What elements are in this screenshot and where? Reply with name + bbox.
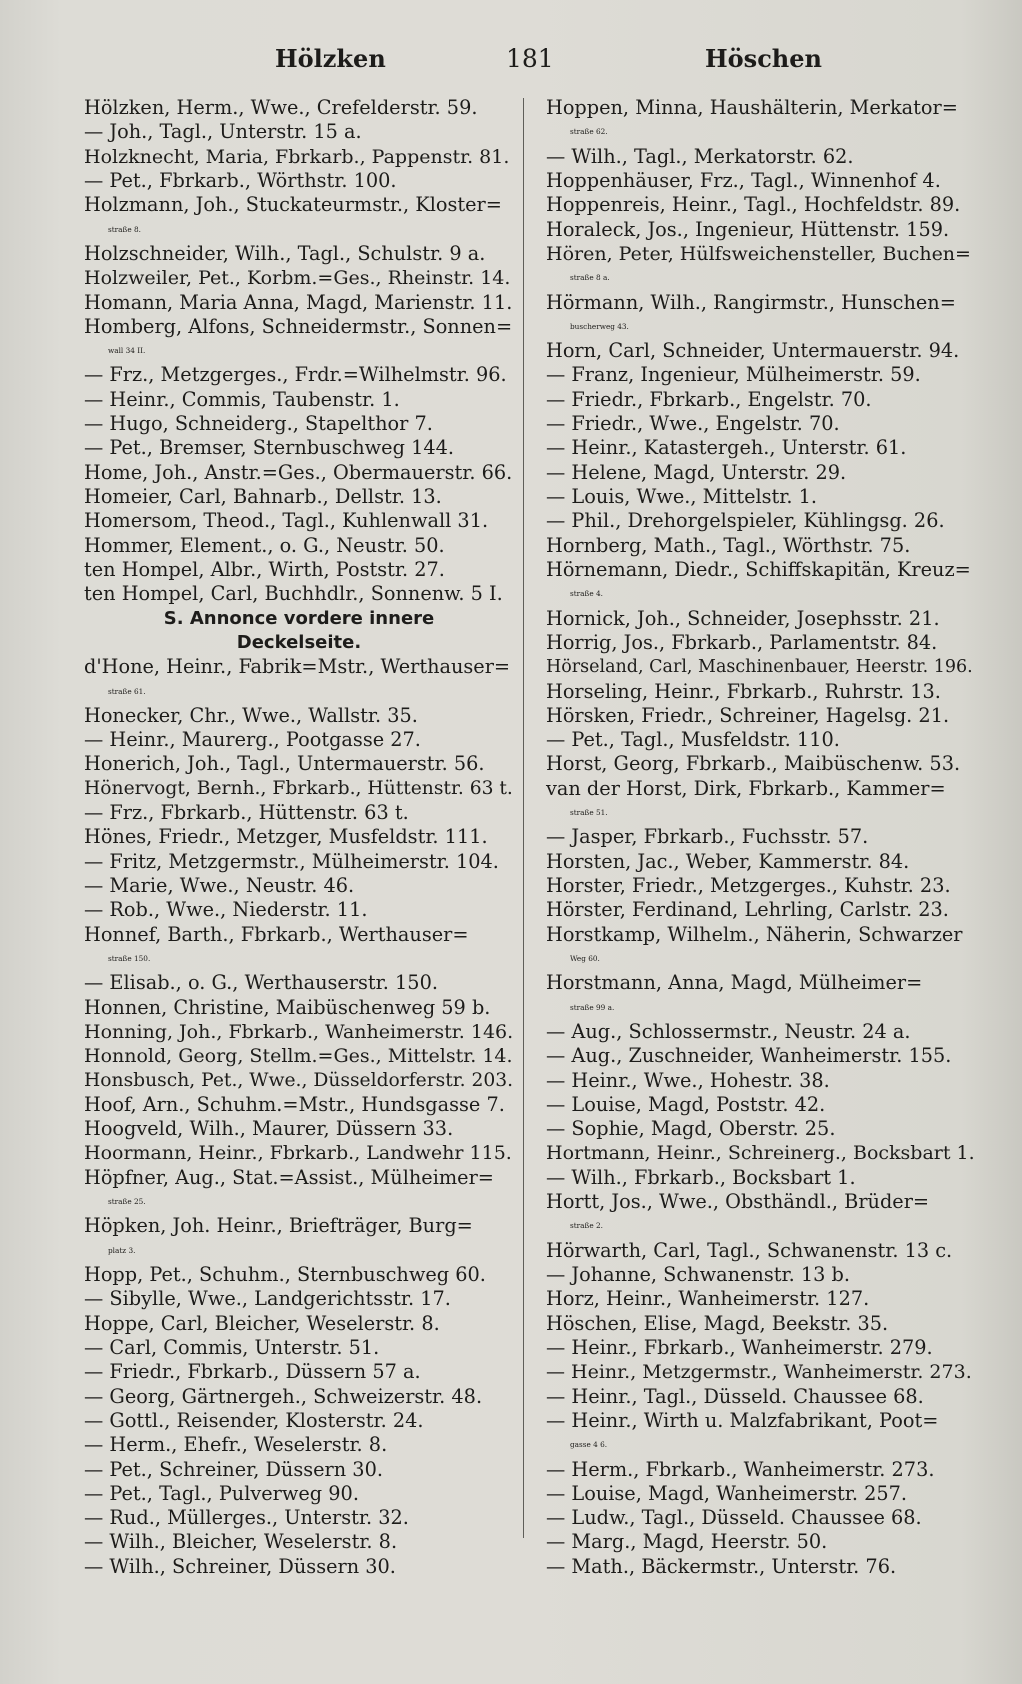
directory-entry: Hörsken, Friedr., Schreiner, Hagelsg. 21. xyxy=(546,703,950,727)
directory-entry: Honnold, Georg, Stellm.=Ges., Mittelstr. 14. xyxy=(84,1045,513,1068)
left-column xyxy=(84,96,514,1579)
directory-entry: — Aug., Schlossermstr., Neustr. 24 a. xyxy=(546,1019,911,1043)
directory-entry: — Phil., Drehorgelspieler, Kühlingsg. 26. xyxy=(546,509,945,533)
directory-entry: Horsten, Jac., Weber, Kammerstr. 84. xyxy=(546,849,910,873)
directory-entry: Hönes, Friedr., Metzger, Musfeldstr. 111. xyxy=(84,825,488,849)
directory-entry: Horstmann, Anna, Magd, Mülheimer= xyxy=(546,971,923,995)
directory-entry: Honecker, Chr., Wwe., Wallstr. 35. xyxy=(84,703,418,727)
directory-entry: — Georg, Gärtnergeh., Schweizerstr. 48. xyxy=(84,1384,483,1408)
directory-entry: Homersom, Theod., Tagl., Kuhlenwall 31. xyxy=(84,509,489,533)
directory-entry: — Joh., Tagl., Unterstr. 15 a. xyxy=(84,120,362,144)
directory-entry: — Sibylle, Wwe., Landgerichtsstr. 17. xyxy=(84,1287,451,1311)
directory-entry: Höpken, Joh. Heinr., Briefträger, Burg= xyxy=(84,1214,473,1238)
directory-entry: Hommer, Element., o. G., Neustr. 50. xyxy=(84,533,445,557)
directory-entry: Holzmann, Joh., Stuckateurmstr., Kloster= xyxy=(84,193,502,217)
entry-continuation: straße 2. xyxy=(570,1221,603,1231)
directory-entry: Hölzken, Herm., Wwe., Crefelderstr. 59. xyxy=(84,96,478,119)
entry-continuation: straße 62. xyxy=(570,127,608,137)
directory-entry: — Carl, Commis, Unterstr. 51. xyxy=(84,1335,380,1359)
directory-entry: Horst, Georg, Fbrkarb., Maibüschenw. 53. xyxy=(546,752,961,776)
directory-entry: Honerich, Joh., Tagl., Untermauerstr. 56. xyxy=(84,752,485,776)
directory-entry: — Wilh., Bleicher, Weselerstr. 8. xyxy=(84,1530,398,1554)
directory-entry: Honning, Joh., Fbrkarb., Wanheimerstr. 146. xyxy=(84,1020,514,1043)
directory-entry: — Heinr., Fbrkarb., Wanheimerstr. 279. xyxy=(546,1335,933,1359)
running-head-right: Höschen xyxy=(705,44,822,73)
directory-entry: Hönervogt, Bernh., Fbrkarb., Hüttenstr. 63 t. xyxy=(84,777,513,799)
page-header xyxy=(80,44,980,80)
entry-continuation: straße 51. xyxy=(570,808,608,818)
directory-entry: Horseling, Heinr., Fbrkarb., Ruhrstr. 13. xyxy=(546,679,941,703)
entry-continuation: gasse 4 6. xyxy=(570,1440,608,1450)
column-divider xyxy=(523,98,524,1538)
directory-entry: Hörmann, Wilh., Rangirmstr., Hunschen= xyxy=(546,290,956,314)
directory-entry: Hoppen, Minna, Haushälterin, Merkator= xyxy=(546,96,958,119)
directory-entry: — Heinr., Wirth u. Malzfabrikant, Poot= xyxy=(546,1408,939,1432)
directory-entry: — Aug., Zuschneider, Wanheimerstr. 155. xyxy=(546,1044,952,1068)
directory-entry: — Ludw., Tagl., Düsseld. Chaussee 68. xyxy=(546,1506,922,1530)
directory-entry: — Heinr., Katastergeh., Unterstr. 61. xyxy=(546,436,907,460)
entry-continuation: platz 3. xyxy=(108,1245,136,1255)
directory-entry: — Helene, Magd, Unterstr. 29. xyxy=(546,460,847,484)
directory-entry: d'Hone, Heinr., Fabrik=Mstr., Werthauser= xyxy=(84,655,511,679)
directory-entry: — Herm., Ehefr., Weselerstr. 8. xyxy=(84,1433,388,1457)
directory-entry: — Jasper, Fbrkarb., Fuchsstr. 57. xyxy=(546,825,869,849)
directory-entry: — Math., Bäckermstr., Unterstr. 76. xyxy=(546,1554,897,1578)
directory-entry: Holzknecht, Maria, Fbrkarb., Pappenstr. 81. xyxy=(84,145,510,168)
entry-continuation: wall 34 II. xyxy=(108,346,146,356)
entry-continuation: straße 4. xyxy=(570,589,603,599)
directory-entry: Horster, Friedr., Metzgerges., Kuhstr. 23. xyxy=(546,874,951,897)
directory-entry: Hörwarth, Carl, Tagl., Schwanenstr. 13 c. xyxy=(546,1238,953,1262)
directory-entry: — Pet., Schreiner, Düssern 30. xyxy=(84,1457,383,1481)
directory-entry: — Louise, Magd, Wanheimerstr. 257. xyxy=(546,1481,908,1505)
directory-entry: — Friedr., Fbrkarb., Engelstr. 70. xyxy=(546,387,872,411)
directory-entry: Holzweiler, Pet., Korbm.=Ges., Rheinstr. 14. xyxy=(84,267,511,290)
directory-entry: — Friedr., Wwe., Engelstr. 70. xyxy=(546,412,840,436)
directory-entry: — Heinr., Metzgermstr., Wanheimerstr. 273. xyxy=(546,1361,972,1384)
directory-entry: Hoof, Arn., Schuhm.=Mstr., Hundsgasse 7. xyxy=(84,1092,505,1116)
directory-entry: — Pet., Tagl., Musfeldstr. 110. xyxy=(546,728,840,752)
directory-entry: Home, Joh., Anstr.=Ges., Obermauerstr. 66. xyxy=(84,460,513,484)
directory-entry: Hoormann, Heinr., Fbrkarb., Landwehr 115. xyxy=(84,1142,512,1165)
directory-entry: — Wilh., Schreiner, Düssern 30. xyxy=(84,1554,396,1578)
directory-entry: Hortmann, Heinr., Schreinerg., Bocksbart 1. xyxy=(546,1142,975,1165)
directory-entry: Horz, Heinr., Wanheimerstr. 127. xyxy=(546,1287,870,1311)
entry-continuation: straße 99 a. xyxy=(570,1002,615,1012)
directory-entry: — Friedr., Fbrkarb., Düssern 57 a. xyxy=(84,1360,421,1384)
directory-entry: — Wilh., Fbrkarb., Bocksbart 1. xyxy=(546,1165,856,1189)
annonce-line: Deckelseite. xyxy=(236,631,362,653)
directory-entry: Horstkamp, Wilhelm., Näherin, Schwarzer xyxy=(546,922,963,946)
directory-entry: Hornick, Joh., Schneider, Josephsstr. 21. xyxy=(546,606,940,630)
directory-entry: Horaleck, Jos., Ingenieur, Hüttenstr. 159. xyxy=(546,217,950,241)
page-number: 181 xyxy=(506,44,554,73)
entry-continuation: straße 8. xyxy=(108,224,141,234)
directory-entry: Homeier, Carl, Bahnarb., Dellstr. 13. xyxy=(84,485,442,508)
directory-entry: — Pet., Fbrkarb., Wörthstr. 100. xyxy=(84,168,397,192)
directory-entry: — Fritz, Metzgermstr., Mülheimerstr. 104. xyxy=(84,849,499,873)
running-head-left: Hölzken xyxy=(275,44,386,73)
directory-entry: — Frz., Metzgerges., Frdr.=Wilhelmstr. 96. xyxy=(84,363,507,387)
annonce-line: S. Annonce vordere innere xyxy=(163,607,435,629)
directory-entry: Hoppe, Carl, Bleicher, Weselerstr. 8. xyxy=(84,1311,440,1335)
directory-entry: Holzschneider, Wilh., Tagl., Schulstr. 9 a. xyxy=(84,241,486,265)
directory-entry: Homann, Maria Anna, Magd, Marienstr. 11. xyxy=(84,290,513,314)
directory-entry: — Elisab., o. G., Werthauserstr. 150. xyxy=(84,971,438,995)
directory-entry: — Rud., Müllerges., Unterstr. 32. xyxy=(84,1506,409,1530)
entry-continuation: straße 8 a. xyxy=(570,273,610,283)
directory-entry: — Louise, Magd, Poststr. 42. xyxy=(546,1092,826,1116)
right-column xyxy=(546,96,974,1579)
directory-entry: Hörnemann, Diedr., Schiffskapitän, Kreuz= xyxy=(546,557,971,581)
directory-entry: — Heinr., Commis, Taubenstr. 1. xyxy=(84,387,400,411)
directory-entry: Horrig, Jos., Fbrkarb., Parlamentstr. 84. xyxy=(546,630,938,654)
directory-entry: — Herm., Fbrkarb., Wanheimerstr. 273. xyxy=(546,1457,935,1481)
entry-continuation: straße 25. xyxy=(108,1197,146,1207)
directory-entry: ten Hompel, Albr., Wirth, Poststr. 27. xyxy=(84,557,445,581)
directory-entry: — Rob., Wwe., Niederstr. 11. xyxy=(84,898,368,922)
directory-entry: — Pet., Tagl., Pulverweg 90. xyxy=(84,1481,359,1505)
entry-continuation: straße 61. xyxy=(108,686,146,696)
directory-entry: Höschen, Elise, Magd, Beekstr. 35. xyxy=(546,1311,889,1335)
directory-entry: — Marg., Magd, Heerstr. 50. xyxy=(546,1530,828,1554)
directory-entry: — Marie, Wwe., Neustr. 46. xyxy=(84,874,355,897)
directory-entry: — Louis, Wwe., Mittelstr. 1. xyxy=(546,485,818,508)
directory-entry: — Franz, Ingenieur, Mülheimerstr. 59. xyxy=(546,363,921,387)
directory-entry: van der Horst, Dirk, Fbrkarb., Kammer= xyxy=(546,776,946,800)
directory-entry: ten Hompel, Carl, Buchhdlr., Sonnenw. 5 I. xyxy=(84,582,503,606)
directory-entry: — Hugo, Schneiderg., Stapelthor 7. xyxy=(84,412,433,436)
directory-entry: Hörseland, Carl, Maschinenbauer, Heerstr. 196. xyxy=(546,657,973,678)
entry-continuation: buscherweg 43. xyxy=(570,321,629,331)
directory-entry: — Heinr., Wwe., Hohestr. 38. xyxy=(546,1068,830,1092)
directory-entry: Höpfner, Aug., Stat.=Assist., Mülheimer= xyxy=(84,1165,494,1189)
directory-entry: — Pet., Bremser, Sternbuschweg 144. xyxy=(84,436,454,460)
directory-entry: Honsbusch, Pet., Wwe., Düsseldorferstr. 203. xyxy=(84,1069,514,1091)
directory-entry: Honnen, Christine, Maibüschenweg 59 b. xyxy=(84,995,491,1019)
entry-continuation: straße 150. xyxy=(108,953,151,963)
entry-continuation: Weg 60. xyxy=(570,953,600,963)
directory-entry: — Heinr., Maurerg., Pootgasse 27. xyxy=(84,728,421,752)
directory-entry: — Gottl., Reisender, Klosterstr. 24. xyxy=(84,1408,424,1432)
directory-entry: — Wilh., Tagl., Merkatorstr. 62. xyxy=(546,144,854,168)
directory-entry: Hoppenreis, Heinr., Tagl., Hochfeldstr. 89. xyxy=(546,193,961,217)
directory-entry: — Johanne, Schwanenstr. 13 b. xyxy=(546,1263,850,1286)
directory-entry: — Heinr., Tagl., Düsseld. Chaussee 68. xyxy=(546,1384,924,1408)
directory-entry: Hörster, Ferdinand, Lehrling, Carlstr. 23. xyxy=(546,898,949,922)
directory-entry: Honnef, Barth., Fbrkarb., Werthauser= xyxy=(84,922,469,946)
directory-entry: Hören, Peter, Hülfsweichensteller, Buchen= xyxy=(546,242,971,265)
directory-entry: — Sophie, Magd, Oberstr. 25. xyxy=(546,1117,836,1141)
directory-entry: — Frz., Fbrkarb., Hüttenstr. 63 t. xyxy=(84,801,409,825)
directory-entry: Hoogveld, Wilh., Maurer, Düssern 33. xyxy=(84,1117,454,1141)
directory-entry: Horn, Carl, Schneider, Untermauerstr. 94. xyxy=(546,339,960,363)
directory-entry: Hornberg, Math., Tagl., Wörthstr. 75. xyxy=(546,533,911,557)
directory-entry: Hopp, Pet., Schuhm., Sternbuschweg 60. xyxy=(84,1263,486,1286)
directory-entry: Hoppenhäuser, Frz., Tagl., Winnenhof 4. xyxy=(546,168,941,192)
directory-entry: Homberg, Alfons, Schneidermstr., Sonnen= xyxy=(84,314,513,338)
directory-entry: Hortt, Jos., Wwe., Obsthändl., Brüder= xyxy=(546,1190,930,1214)
